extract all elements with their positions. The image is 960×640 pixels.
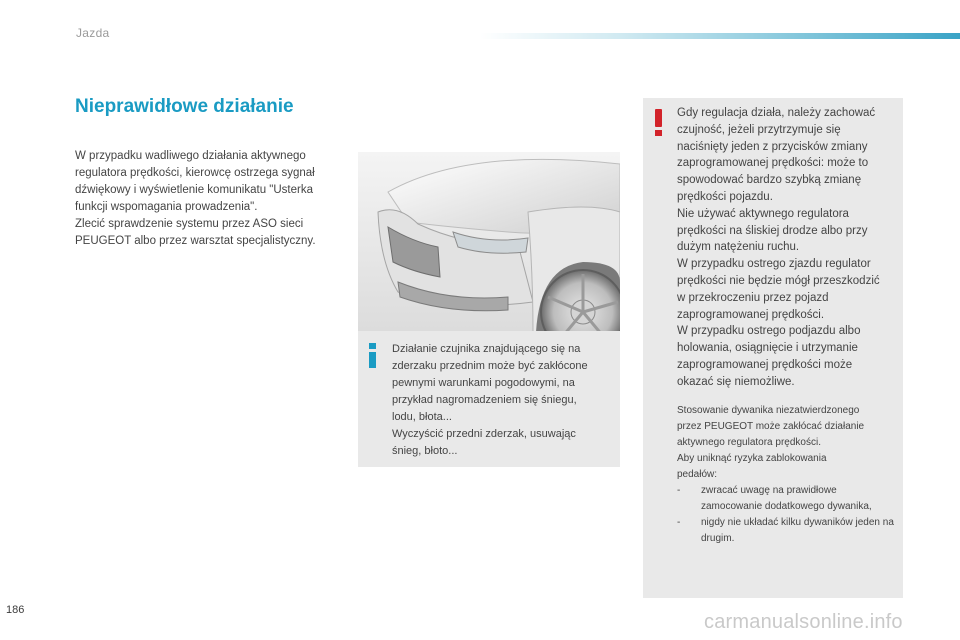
header-accent-bar [480,33,960,39]
info-icon-stem [369,352,376,368]
page-title: Nieprawidłowe działanie [75,96,294,117]
intro-paragraph: W przypadku wadliwego działania aktywnego regulatora prędkości, kierowcę ostrzega sygnał dźwiękowy i wyświetlenie komunikatu "Usterka funkcji wspomagania prowadzenia". Zlecić sprawdzenie systemu przez ASO sieci PEUGEOT albo przez warsztat specjalistyczny. [75,150,316,247]
list-dash: - [677,485,681,496]
list-dash: - [677,517,681,528]
warning-icon [655,109,663,137]
section-label: Jazda [76,26,110,40]
info-icon [369,343,376,367]
info-icon-dot [369,343,376,349]
car-front-image [358,152,620,332]
warning-list [677,483,899,547]
info-note-text: Działanie czujnika znajdującego się na zderzaku przednim może być zakłócone pewnymi warunkami pogodowymi, na przykład nagromadzeniem się śniegu, lodu, błota... Wyczyścić przedni zderzak, usuwając śnieg, błoto... [392,343,588,457]
list-item [677,483,899,515]
list-item-text: zwracać uwagę na prawidłowe zamocowanie dodatkowego dywanika, [701,485,872,512]
warning-icon-bar [655,109,662,127]
warning-floor-mat-text: Stosowanie dywanika niezatwierdzonego przez PEUGEOT może zakłócać działanie aktywnego regulatora prędkości. Aby uniknąć ryzyka zablokowania pedałów: [677,405,865,480]
list-item [677,515,899,547]
watermark: carmanualsonline.info [704,611,903,633]
page-number: 186 [6,604,25,616]
warning-note-text: Gdy regulacja działa, należy zachować czujność, jeżeli przytrzymuje się naciśnięty jeden z przycisków zmiany zaprogramowanej prędkości: może to spowodować bardzo szybką zmianę prędkości pojazdu. Nie używać aktywnego regulatora prędkości na śliskiej drodze albo przy dużym natężeniu ruchu. W przypadku ostrego zjazdu regulator prędkości nie będzie mógł przeszkodzić w przekroczeniu przez pojazd zaprogramowanej prędkości. W przypadku ostrego podjazdu albo holowania, osiągnięcie i utrzymanie zaprogramowanej prędkości może okazać się niemożliwe. [677,107,880,388]
warning-icon-dot [655,130,662,136]
list-item-text: nigdy nie układać kilku dywaników jeden na drugim. [701,517,894,544]
car-front-illustration [358,152,620,332]
warning-note-box [643,98,903,598]
info-note-box [358,331,620,467]
